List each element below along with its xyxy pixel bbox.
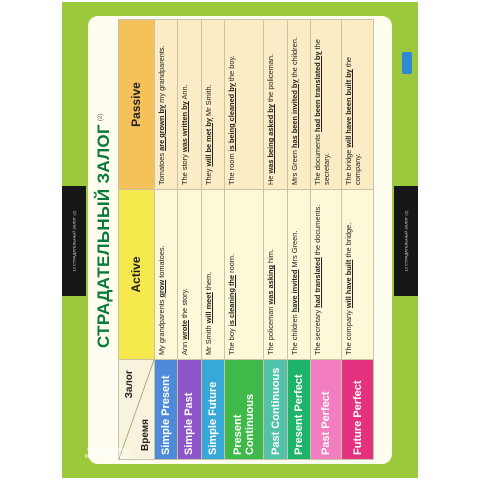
poster-title <box>88 20 114 460</box>
sentence-part: He <box>266 173 276 185</box>
verb-phrase: is being cleaned by <box>226 83 236 152</box>
verb-phrase: was written by <box>180 101 190 153</box>
right-strip-label: 12 СТРАДАТЕЛЬНЫЙ ЗАЛОГ (2) <box>403 210 409 272</box>
active-example <box>201 190 224 360</box>
tense-name: Present Continuous <box>224 360 264 460</box>
passive-example <box>264 20 287 190</box>
active-example <box>155 190 178 360</box>
verb-phrase: had been translated by <box>313 51 323 132</box>
table-row <box>178 20 201 460</box>
sentence-part: The policeman <box>266 304 276 355</box>
tense-name: Simple Past <box>178 360 201 460</box>
verb-phrase: wrote <box>180 320 190 340</box>
sentence-part: the children. <box>289 37 299 80</box>
verb-phrase: will have been built by <box>344 69 354 148</box>
right-side-strip <box>394 186 418 296</box>
table-row <box>224 20 264 460</box>
passive-example <box>311 20 342 190</box>
sentence-part: The children <box>289 312 299 355</box>
passive-example <box>224 20 264 190</box>
left-side-strip <box>62 186 86 296</box>
active-example <box>178 190 201 360</box>
sentence-part: Mrs Green <box>289 148 299 185</box>
sentence-part: my grandparents. <box>157 45 166 105</box>
sentence-part: Mr Smith <box>203 323 213 355</box>
sentence-part: them. <box>203 271 213 293</box>
table-row <box>342 20 374 460</box>
sentence-part: Ann. <box>180 84 190 102</box>
tense-name: Past Perfect <box>311 360 342 460</box>
left-strip-label: 12 СТРАДАТЕЛЬНЫЙ ЗАЛОГ (2) <box>71 210 77 272</box>
sentence-part: the policeman. <box>266 53 276 105</box>
verb-phrase: will be met by <box>203 118 213 167</box>
passive-example <box>342 20 374 190</box>
verb-phrase: will have built <box>344 259 354 309</box>
corner-header <box>119 360 155 460</box>
tense-name: Future Perfect <box>342 360 374 460</box>
passive-example <box>178 20 201 190</box>
sentence-part: Mr Smith. <box>203 84 213 119</box>
verb-phrase: was asking <box>266 265 276 305</box>
header-passive: Passive <box>119 20 155 190</box>
sentence-part: The story <box>180 152 190 185</box>
passive-example <box>201 20 224 190</box>
table-row <box>264 20 287 460</box>
voice-table <box>118 19 374 460</box>
table-row <box>201 20 224 460</box>
table-row <box>155 20 178 460</box>
active-example <box>311 190 342 360</box>
subject-label: АНГЛИЙСКИЙ ЯЗЫК СРЕДНЯЯ ШКОЛА <box>84 446 134 458</box>
sentence-part: The secretary <box>313 307 323 355</box>
table-row <box>311 20 342 460</box>
sentence-part: The company <box>344 308 354 355</box>
rotated-content <box>88 20 376 460</box>
table-row <box>287 20 310 460</box>
verb-phrase: are grown by <box>157 104 166 151</box>
sentence-part: the bridge. <box>344 222 354 260</box>
title-number: (2) <box>98 113 104 122</box>
sentence-part: him. <box>266 249 276 266</box>
sentence-part: room. <box>226 253 236 275</box>
passive-example <box>287 20 310 190</box>
sentence-part: They <box>203 166 213 185</box>
title-text: СТРАДАТЕЛЬНЫЙ ЗАЛОГ <box>94 124 113 348</box>
sentence-part: the documents. <box>313 204 323 258</box>
corner-label-tense: Время <box>140 419 151 451</box>
sentence-part: the company. <box>344 56 363 185</box>
sentence-part: the story. <box>180 288 190 321</box>
publisher-logo-icon <box>402 52 412 74</box>
verb-phrase: had translated <box>313 257 323 308</box>
corner-label-voice: Залог <box>124 370 135 399</box>
sentence-part: The bridge <box>344 147 354 185</box>
tense-name: Simple Present <box>155 360 178 460</box>
tense-name: Past Continuous <box>264 360 287 460</box>
sentence-part: The boy <box>226 326 236 355</box>
active-example <box>224 190 264 360</box>
verb-phrase: will meet <box>203 292 213 324</box>
sentence-part: Mrs Green. <box>289 230 299 270</box>
verb-phrase: was being asked by <box>266 104 276 174</box>
verb-phrase: grow <box>157 279 166 298</box>
sentence-part: Ann <box>180 339 190 355</box>
active-example <box>264 190 287 360</box>
verb-phrase: is cleaning the <box>226 274 236 327</box>
passive-example <box>155 20 178 190</box>
sentence-part: The room <box>226 151 236 185</box>
header-active: Active <box>119 190 155 360</box>
sentence-part: The documents <box>313 132 323 185</box>
active-example <box>287 190 310 360</box>
sentence-part: the boy. <box>226 55 236 84</box>
sentence-part: My grandparents <box>157 297 166 355</box>
active-example <box>342 190 374 360</box>
sentence-part: the secretary. <box>313 39 332 185</box>
verb-phrase: has been invited by <box>289 79 299 149</box>
tense-name: Present Perfect <box>287 360 310 460</box>
sentence-part: tomatoes. <box>157 245 166 280</box>
verb-phrase: have invited <box>289 269 299 313</box>
tense-name: Simple Future <box>201 360 224 460</box>
sentence-part: Tomatoes <box>157 150 166 185</box>
